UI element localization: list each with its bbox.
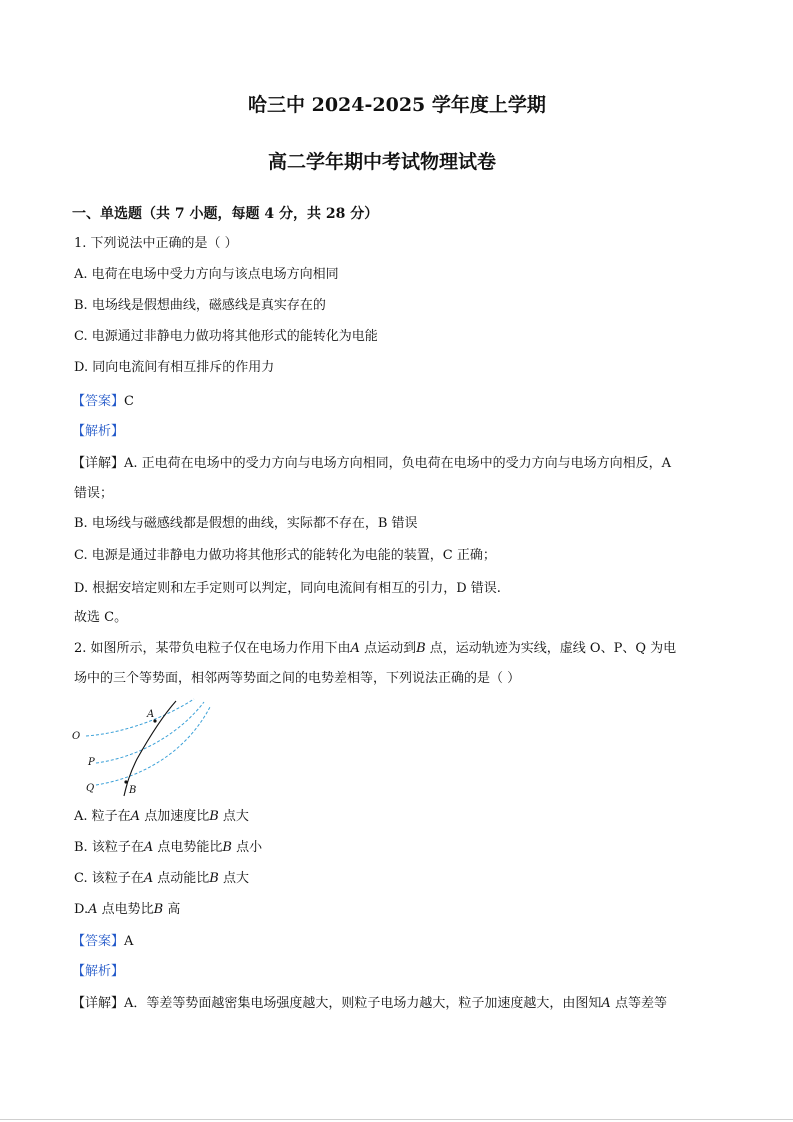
detail-text: A．等差等势面越密集电场强度越大，则粒子电场力越大，粒子加速度越大，由图知 — [124, 996, 602, 1011]
option-text: B. 该粒子在 — [74, 840, 144, 855]
q2-analysis-tag: 【解析】 — [72, 964, 125, 979]
label-b: B — [129, 785, 137, 796]
label-a: A — [147, 709, 155, 720]
q1-option-c: C. 电源通过非静电力做功将其他形式的能转化为电能 — [74, 329, 378, 344]
title-line-1: 哈三中 2024-2025 学年度上学期 — [248, 94, 546, 116]
point-label: A — [143, 840, 154, 855]
option-text: 高 — [167, 902, 181, 917]
section-heading: 一、单选题（共 7 小题，每题 4 分，共 28 分） — [72, 206, 379, 222]
option-text: 点电势比 — [101, 902, 154, 917]
point-label: A — [601, 996, 611, 1011]
point-label: B — [209, 809, 219, 824]
q2-detail-a — [72, 996, 667, 1012]
answer-value: A — [124, 934, 134, 949]
detail-tag: 【详解】 — [72, 996, 125, 1011]
detail-tag: 【详解】 — [72, 456, 125, 471]
q1-detail-b: B. 电场线与磁感线都是假想的曲线，实际都不存在，B 错误 — [74, 516, 418, 531]
equipotential-line-o — [86, 699, 194, 736]
point-label: B — [153, 902, 164, 917]
label-p: P — [88, 757, 95, 768]
equipotential-figure — [66, 697, 216, 801]
q1-detail-d: D. 根据安培定则和左手定则可以判定，同向电流间有相互的引力，D 错误. — [74, 581, 501, 596]
q2-stem-line-1 — [74, 641, 676, 657]
detail-text: A. 正电荷在电场中的受力方向与电场方向相同，负电荷在电场中的受力方向与电场方向相反，A — [124, 456, 672, 471]
q1-analysis-tag: 【解析】 — [72, 424, 125, 439]
option-text: 点大 — [223, 871, 250, 886]
point-label: B — [222, 840, 232, 855]
point-label: A — [88, 902, 98, 917]
q1-conclusion: 故选 C。 — [74, 610, 128, 625]
answer-value: C — [124, 394, 134, 409]
stem-text: 点，运动轨迹为实线，虚线 O、P、Q 为电 — [429, 641, 677, 656]
q2-answer — [72, 934, 133, 950]
q1-answer — [72, 394, 134, 410]
point-label: B — [416, 641, 426, 656]
q2-option-c — [74, 871, 249, 887]
point-b-dot — [124, 780, 127, 783]
option-text: 点小 — [236, 840, 263, 855]
q2-option-a — [74, 809, 249, 825]
answer-tag: 【答案】 — [72, 934, 125, 949]
stem-text: 点运动到 — [364, 641, 417, 656]
option-text: D. — [74, 902, 89, 917]
point-label: A — [350, 641, 360, 656]
point-label: A — [130, 809, 141, 824]
label-q: Q — [86, 783, 95, 794]
point-label: B — [209, 871, 219, 886]
option-text: 点加速度比 — [144, 809, 210, 824]
page-bottom-divider — [0, 1119, 793, 1120]
option-text: C. 该粒子在 — [74, 871, 144, 886]
answer-tag: 【答案】 — [72, 394, 125, 409]
q2-stem-line-2: 场中的三个等势面，相邻两等势面之间的电势差相等，下列说法正确的是（ ） — [74, 671, 521, 686]
option-text: A. 粒子在 — [74, 809, 131, 824]
option-text: 点电势能比 — [157, 840, 223, 855]
q1-option-b: B. 电场线是假想曲线，磁感线是真实存在的 — [74, 298, 326, 313]
q1-stem: 1. 下列说法中正确的是（ ） — [74, 236, 238, 251]
stem-text: 2. 如图所示，某带负电粒子仅在电场力作用下由 — [74, 641, 351, 656]
title-line-2: 高二学年期中考试物理试卷 — [268, 151, 497, 173]
label-o: O — [72, 731, 81, 742]
q1-detail-c: C. 电源是通过非静电力做功将其他形式的能转化为电能的装置，C 正确； — [74, 548, 496, 563]
point-label: A — [143, 871, 154, 886]
option-text: 点动能比 — [157, 871, 210, 886]
q1-option-a: A. 电荷在电场中受力方向与该点电场方向相同 — [74, 267, 339, 282]
q1-detail-a — [72, 456, 671, 472]
q1-detail-a-cont: 错误； — [74, 486, 114, 501]
q2-option-d — [74, 902, 180, 918]
detail-text: 点等差等 — [614, 996, 667, 1011]
q2-option-b — [74, 840, 262, 856]
option-text: 点大 — [222, 809, 249, 824]
q1-option-d: D. 同向电流间有相互排斥的作用力 — [74, 360, 275, 375]
